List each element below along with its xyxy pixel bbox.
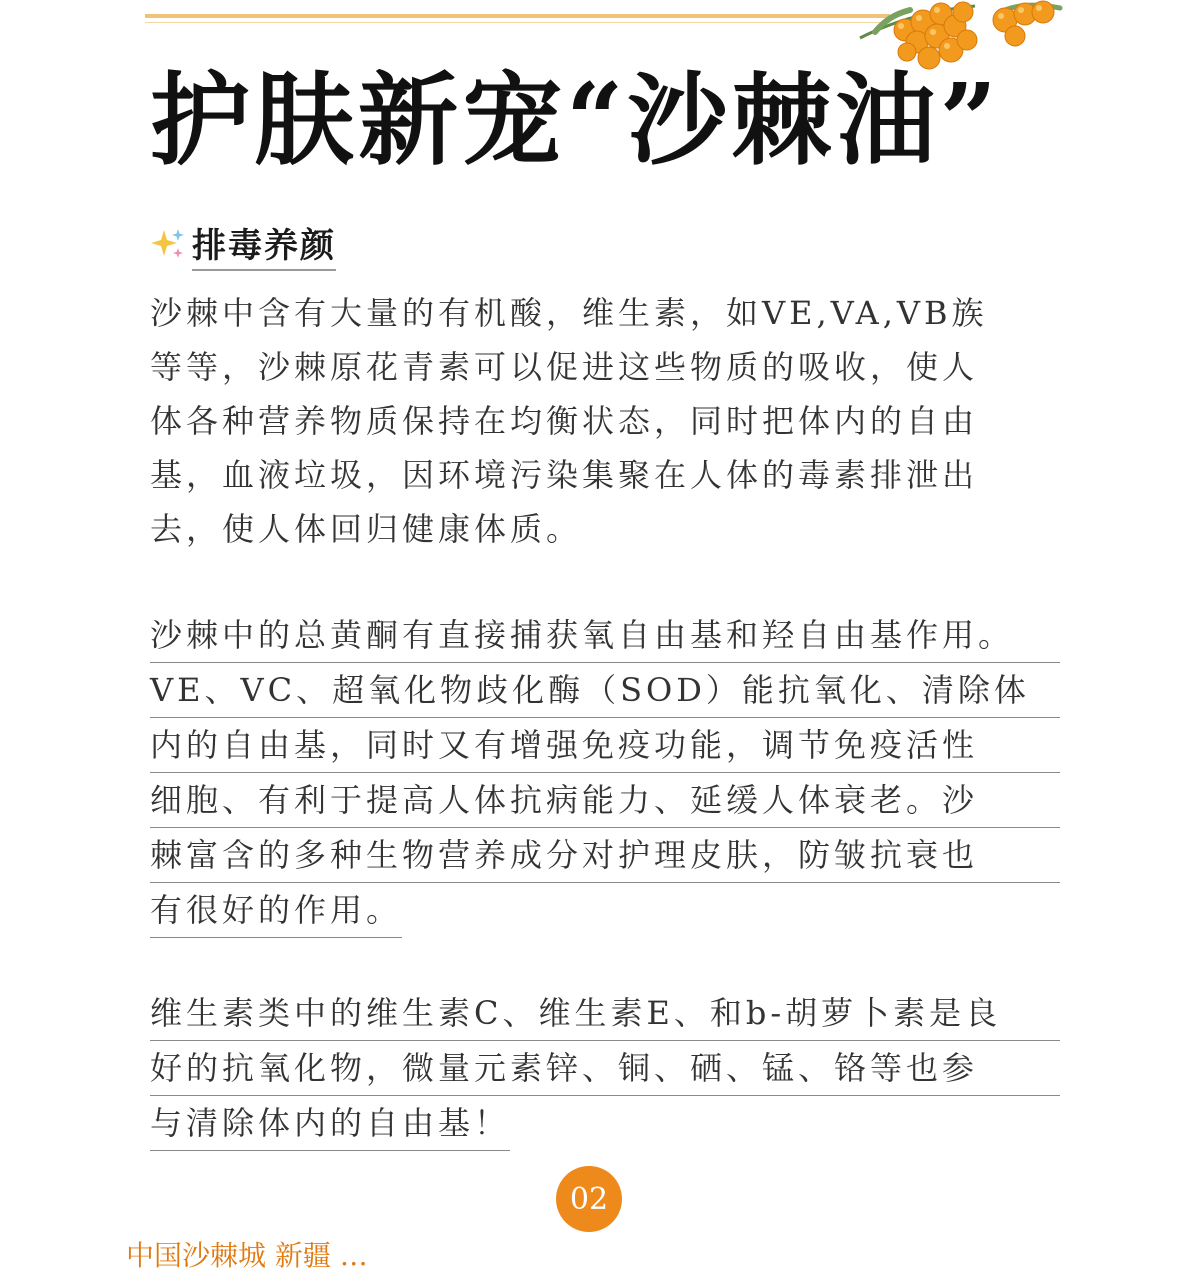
underlined-text-line: 棘富含的多种生物营养成分对护理皮肤，防皱抗衰也 <box>150 828 1060 883</box>
underlined-text-line: 维生素类中的维生素C、维生素E、和b-胡萝卜素是良 <box>150 986 1060 1041</box>
underlined-text-line: VE、VC、超氧化物歧化酶（SOD）能抗氧化、清除体 <box>150 663 1060 718</box>
underlined-text-line: 有很好的作用。 <box>150 883 402 938</box>
text-line: 基，血液垃圾，因环境污染集聚在人体的毒素排泄出 <box>150 456 979 494</box>
page-title: 护肤新宠“沙棘油” <box>150 61 1002 179</box>
text-line: 沙棘中含有大量的有机酸，维生素，如VE,VA,VB族 <box>150 294 988 332</box>
text-line: 体各种营养物质保持在均衡状态，同时把体内的自由 <box>150 402 979 440</box>
footer-caption: 中国沙棘城 新疆 … <box>126 1239 368 1272</box>
underlined-text-line: 与清除体内的自由基！ <box>150 1096 510 1151</box>
underlined-text-line: 内的自由基，同时又有增强免疫功能，调节免疫活性 <box>150 718 1060 773</box>
paragraph-detox <box>150 286 1060 556</box>
page-number-badge: 02 <box>556 1166 622 1232</box>
sparkles-icon <box>150 226 186 262</box>
text-line: 等等，沙棘原花青素可以促进这些物质的吸收，使人 <box>150 348 979 386</box>
section-heading <box>150 222 336 266</box>
top-decorative-rule-thin <box>145 22 890 23</box>
underlined-text-line: 沙棘中的总黄酮有直接捕获氧自由基和羟自由基作用。 <box>150 608 1060 663</box>
text-line: 去，使人体回归健康体质。 <box>150 510 583 548</box>
underlined-text-line: 细胞、有利于提高人体抗病能力、延缓人体衰老。沙 <box>150 773 1060 828</box>
paragraph-flavonoids <box>150 608 1060 938</box>
section-title: 排毒养颜 <box>192 218 336 271</box>
underlined-text-line: 好的抗氧化物，微量元素锌、铜、硒、锰、铬等也参 <box>150 1041 1060 1096</box>
top-decorative-rule <box>145 14 890 18</box>
paragraph-antioxidants <box>150 986 1060 1151</box>
